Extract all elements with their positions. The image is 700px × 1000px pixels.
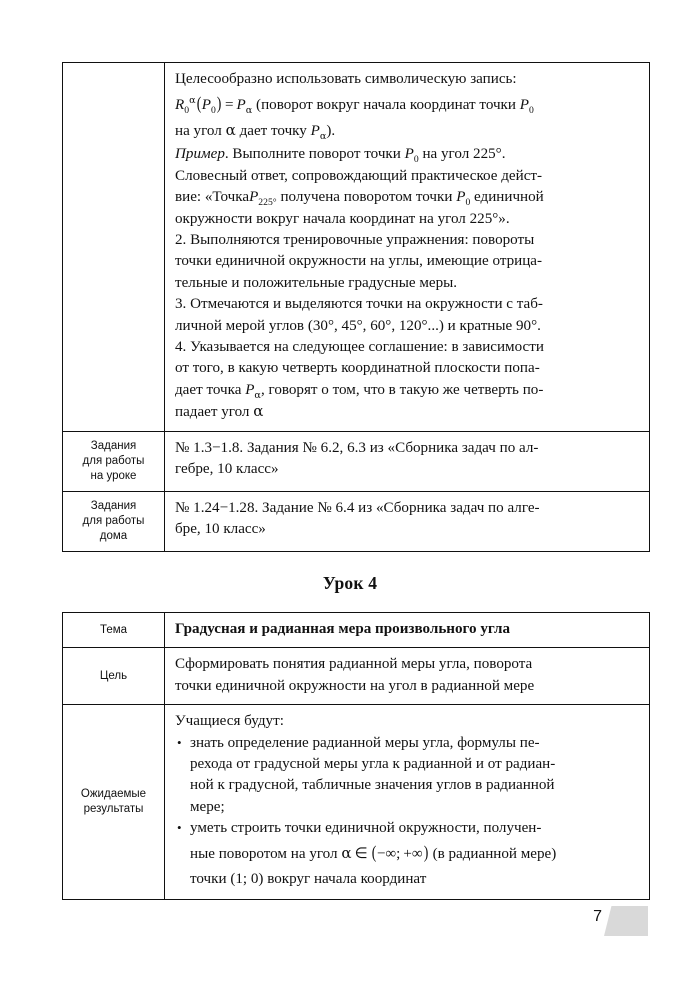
alpha-symbol-2: α bbox=[253, 402, 264, 421]
footer-decoration-shape bbox=[604, 906, 648, 936]
bullet2-line-2 bbox=[190, 840, 640, 867]
item3-line-2: личной мерой углов (30°, 45°, 60°, 120°...) и кратные 90°. bbox=[175, 317, 541, 334]
outcomes-label bbox=[63, 705, 165, 899]
item4-l3a: дает точка bbox=[175, 381, 242, 398]
verbal-line-3: окружности вокруг начала координат на угол 225°». bbox=[175, 210, 510, 227]
item4-line-1: 4. Указывается на следующее соглашение: в зависимости bbox=[175, 339, 544, 356]
outcomes-label-line2: результаты bbox=[83, 802, 144, 815]
homework-body bbox=[165, 491, 650, 551]
example-text: . Выполните поворот точки bbox=[224, 146, 401, 163]
table-row bbox=[63, 63, 650, 432]
lesson3-table bbox=[62, 62, 650, 552]
table-row bbox=[63, 613, 650, 648]
point-p-alpha-a: $P_\alpha$ bbox=[310, 123, 327, 143]
item4-l4: падает угол bbox=[175, 404, 250, 421]
example-tail: на угол 225°. bbox=[422, 146, 506, 163]
topic-text: Градусная и радианная мера произвольного угла bbox=[175, 621, 510, 637]
formula-rotation: $R_0^\alpha(P_0) = P_\alpha$ bbox=[175, 93, 253, 117]
example-line bbox=[175, 144, 640, 165]
alpha-interval-expression: α ∈ (−∞; +∞) bbox=[341, 841, 429, 862]
homework-label-line2: для работы bbox=[82, 514, 145, 527]
goal-line-1: Сформировать понятия радианной меры угла, поворота bbox=[175, 656, 533, 673]
formula-tail-text: (поворот вокруг начала координат точки bbox=[256, 97, 516, 114]
item4-line-3 bbox=[175, 380, 640, 401]
angle-mid: дает точку bbox=[239, 123, 307, 140]
classwork-label-line2: для работы bbox=[82, 454, 145, 467]
outcomes-bullet-list bbox=[175, 733, 640, 892]
item4-line-4 bbox=[175, 401, 640, 423]
point-p225: $P_{225^\circ}$ bbox=[249, 189, 277, 209]
alpha-symbol-1: α bbox=[225, 121, 236, 140]
bullet2-line-3: точки (1; 0) вокруг начала координат bbox=[190, 870, 427, 887]
lesson3-row1-body bbox=[165, 63, 650, 432]
homework-line-2: бре, 10 класс» bbox=[175, 521, 266, 538]
goal-label: Цель bbox=[63, 648, 165, 705]
point-p0-b: $P_0$ bbox=[404, 146, 419, 166]
topic-label: Тема bbox=[63, 613, 165, 648]
item4-line-2: от того, в какую четверть координатной плоскости попа- bbox=[175, 360, 540, 377]
list-item bbox=[175, 733, 640, 819]
intro-line: Целесообразно использовать символическую запись: bbox=[175, 71, 517, 87]
bullet1-line-2: рехода от градусной меры угла к радианной и от радиан- bbox=[190, 756, 556, 773]
example-label: Пример bbox=[175, 146, 225, 163]
page-number: 7 bbox=[593, 908, 602, 925]
lesson3-row1-label bbox=[63, 63, 165, 432]
item4-l3b: , говорят о том, что в такую же четверть по- bbox=[260, 381, 544, 398]
item2-line-2: точки единичной окружности на углы, имеющие отрица- bbox=[175, 253, 543, 270]
verbal-line-2 bbox=[175, 187, 640, 208]
bullet2-l2a: ные поворотом на угол bbox=[190, 845, 338, 862]
homework-label-line1: Задания bbox=[90, 499, 137, 512]
classwork-label bbox=[63, 431, 165, 491]
classwork-label-line1: Задания bbox=[90, 439, 137, 452]
outcomes-intro: Учащиеся будут: bbox=[175, 713, 284, 730]
outcomes-label-line1: Ожидаемые bbox=[80, 787, 147, 800]
point-p0-a: $P_0$ bbox=[519, 97, 534, 117]
bullet2-line-1: • уметь строить точки единичной окружности, получен- bbox=[190, 820, 542, 837]
verbal-2b: получена поворотом точки bbox=[280, 189, 453, 206]
bullet1-line-3: ной к градусной, табличные значения углов в радианной bbox=[190, 777, 555, 794]
bullet2-l2b: (в радианной мере) bbox=[432, 845, 557, 862]
bullet1-line-1: • знать определение радианной меры угла, формулы пе- bbox=[190, 734, 540, 751]
table-row bbox=[63, 648, 650, 705]
homework-label-line3: дома bbox=[99, 529, 128, 542]
item2-line-1: 2. Выполняются тренировочные упражнения: повороты bbox=[175, 232, 535, 249]
angle-prefix: на угол bbox=[175, 123, 222, 140]
classwork-line-2: гебре, 10 класс» bbox=[175, 461, 279, 478]
point-p0-c: $P_0$ bbox=[456, 189, 471, 209]
homework-line-1: № 1.24−1.28. Задание № 6.4 из «Сборника задач по алге- bbox=[175, 499, 540, 516]
lesson4-table bbox=[62, 612, 650, 900]
topic-body bbox=[165, 613, 650, 648]
formula-line bbox=[175, 90, 640, 118]
list-item bbox=[175, 818, 640, 891]
verbal-line-1: Словесный ответ, сопровождающий практическое дейст- bbox=[175, 167, 543, 184]
item3-line-1: 3. Отмечаются и выделяются точки на окружности с таб- bbox=[175, 296, 543, 313]
bullet1-line-4: мере; bbox=[190, 798, 225, 815]
outcomes-body bbox=[165, 705, 650, 899]
lesson4-heading: Урок 4 bbox=[322, 573, 378, 593]
homework-label bbox=[63, 491, 165, 551]
classwork-line-1: № 1.3−1.8. Задания № 6.2, 6.3 из «Сборника задач по ал- bbox=[175, 439, 539, 456]
classwork-label-line3: на уроке bbox=[90, 469, 137, 482]
table-row bbox=[63, 705, 650, 899]
goal-line-2: точки единичной окружности на угол в радианной мере bbox=[175, 677, 535, 694]
verbal-2a: вие: «Точка bbox=[175, 189, 250, 206]
table-row bbox=[63, 431, 650, 491]
classwork-body bbox=[165, 431, 650, 491]
verbal-2c: единичной bbox=[474, 189, 544, 206]
table-row bbox=[63, 491, 650, 551]
point-p-alpha-b: $P_\alpha$ bbox=[245, 381, 261, 401]
angle-line: на угол α дает точку $P_\alpha$). bbox=[175, 121, 336, 143]
goal-body bbox=[165, 648, 650, 705]
item2-line-3: тельные и положительные градусные меры. bbox=[175, 274, 458, 291]
